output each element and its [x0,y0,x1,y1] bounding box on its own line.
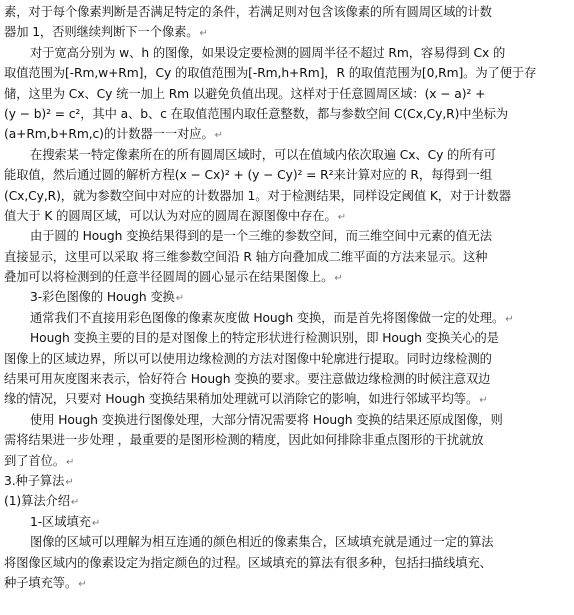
text-line-22 [4,430,568,450]
line-text: 对于宽高分别为 w、h 的图像，如果设定要检测的圆周半径不超过 Rm，容易得到 Cx 的 [30,45,506,60]
line-text: 种子填充等。 [4,575,78,590]
line-text: 图像的区域可以理解为相互连通的颜色相近的像素集合，区域填充就是通过一定的算法 [30,535,494,550]
text-line-1 [4,2,568,22]
line-text: 素，对于每个像素判断是否满足特定的条件，若满足则对包含该像素的所有圆周区域的计数 [4,5,492,19]
paragraph-mark-icon: ↵ [199,28,208,40]
paragraph-mark-icon: ↵ [505,313,514,325]
line-text: 通常我们不直接用彩色图像的像素灰度做 Hough 变换，而是首先将图像做一定的处理。 [30,310,505,325]
text-line-21 [4,410,568,430]
line-text: Hough 变换主要的目的是对图像上的特定形状进行检测识别，即 Hough 变换关心的是 [30,331,499,346]
line-text: 3-彩色图像的 Hough 变换 [30,290,175,305]
paragraph-mark-icon: ↵ [214,130,223,142]
text-line-11 [4,206,568,226]
text-line-9 [4,165,568,185]
text-line-20 [4,389,568,409]
line-text: 结果可用灰度图来表示，恰好符合 Hough 变换的要求。要注意做边缘检测的时候注意双边 [4,372,491,387]
line-text: 使用 Hough 变换进行图像处理，大部分情况需要将 Hough 变换的结果还原成图像，则 [30,412,503,427]
paragraph-mark-icon: ↵ [70,497,80,509]
subheading-region-fill [4,512,568,532]
text-line-23 [4,451,568,471]
paragraph-mark-icon: ↵ [78,578,87,590]
line-text: 储，这里为 Cx、Cy 统一加上 Rm 以避免负值出现。这样对于任意圆周区域：(x − a)² + [4,86,486,101]
text-line-10 [4,186,568,206]
paragraph-mark-icon: ↵ [65,476,74,488]
paragraph-mark-icon: ↵ [334,273,343,285]
section-heading-seed-algorithm [4,471,568,491]
line-text: 缘的情况，只要对 Hough 变换结果稍加处理就可以消除它的影响，如进行邻域平均等。 [4,392,479,407]
text-line-19 [4,369,568,389]
text-line-4 [4,63,568,83]
line-text: 到了首位。 [4,453,65,468]
text-line-16 [4,308,568,328]
text-line-14 [4,267,568,287]
line-text: 图像上的区域边界，所以可以使用边缘检测的方法对图像中轮廓进行提取。同时边缘检测的 [4,351,492,366]
paragraph-mark-icon: ↵ [91,517,101,529]
line-text: 1-区域填充 [30,514,91,529]
text-line-7 [4,124,568,144]
text-line-17 [4,328,568,348]
subheading-algorithm-intro [4,491,568,511]
line-text: 需将结果进一步处理 ，最重要的是图形检测的精度，因此如何排除非重点图形的干扰就放 [4,433,484,448]
line-text: 器加 1，否则继续判断下一个像素。 [4,25,199,40]
line-text: 直接显示，这里可以采取 将三维参数空间沿 R 轴方向叠加成二维平面的方法来显示。这种 [4,249,488,264]
line-text: 在搜索某一特定像素所在的所有圆周区域时，可以在值域内依次取遍 Cx、Cy 的所有可 [30,147,496,162]
line-text: 能取值，然后通过圆的解析方程(x − Cx)² + (y − Cy)² = R²来计算对应的 R，每得到一组 [4,168,493,183]
paragraph-mark-icon: ↵ [337,211,346,223]
line-text: 叠加可以将检测到的任意半径圆周的圆心显示在结果图像上。 [4,270,334,285]
paragraph-mark-icon: ↵ [175,293,185,305]
line-text: (a+Rm,b+Rm,c)的计数器一一对应。 [4,127,214,142]
section-heading-color-hough [4,287,568,307]
paragraph-mark-icon: ↵ [66,456,75,468]
paragraph-mark-icon: ↵ [479,395,488,407]
line-text: 3.种子算法 [4,473,65,488]
line-text: (Cx,Cy,R)，就为参数空间中对应的计数器加 1。对于检测结果，同样设定阈值 K，对于计数器 [4,188,511,203]
text-line-2 [4,22,568,42]
line-text: 由于圆的 Hough 变换结果得到的是一个三维的参数空间，而三维空间中元素的值无法 [30,229,492,244]
text-line-8 [4,145,568,165]
text-line-3 [4,43,568,63]
text-line-12 [4,226,568,246]
line-text: 取值范围为[-Rm,w+Rm]，Cy 的取值范围为[-Rm,h+Rm]，R 的取值范围为[0,Rm]。为了便于存 [4,66,537,81]
text-line-6 [4,104,568,124]
line-text: (1)算法介绍 [4,494,70,509]
text-line-27 [4,532,568,552]
text-line-29 [4,573,568,593]
text-line-13 [4,247,568,267]
line-text: 将图像区域内的像素设定为指定颜色的过程。区域填充的算法有很多种，包括扫描线填充、 [4,555,492,570]
text-line-5 [4,84,568,104]
text-line-18 [4,349,568,369]
text-line-28 [4,553,568,573]
line-text: (y − b)² = c²，其中 a、b、c 在取值范围内取任意整数，都与参数空间 C(Cx,Cy,R)中坐标为 [4,106,509,121]
line-text: 值大于 K 的圆周区域，可以认为对应的圆周在源图像中存在。 [4,208,337,223]
